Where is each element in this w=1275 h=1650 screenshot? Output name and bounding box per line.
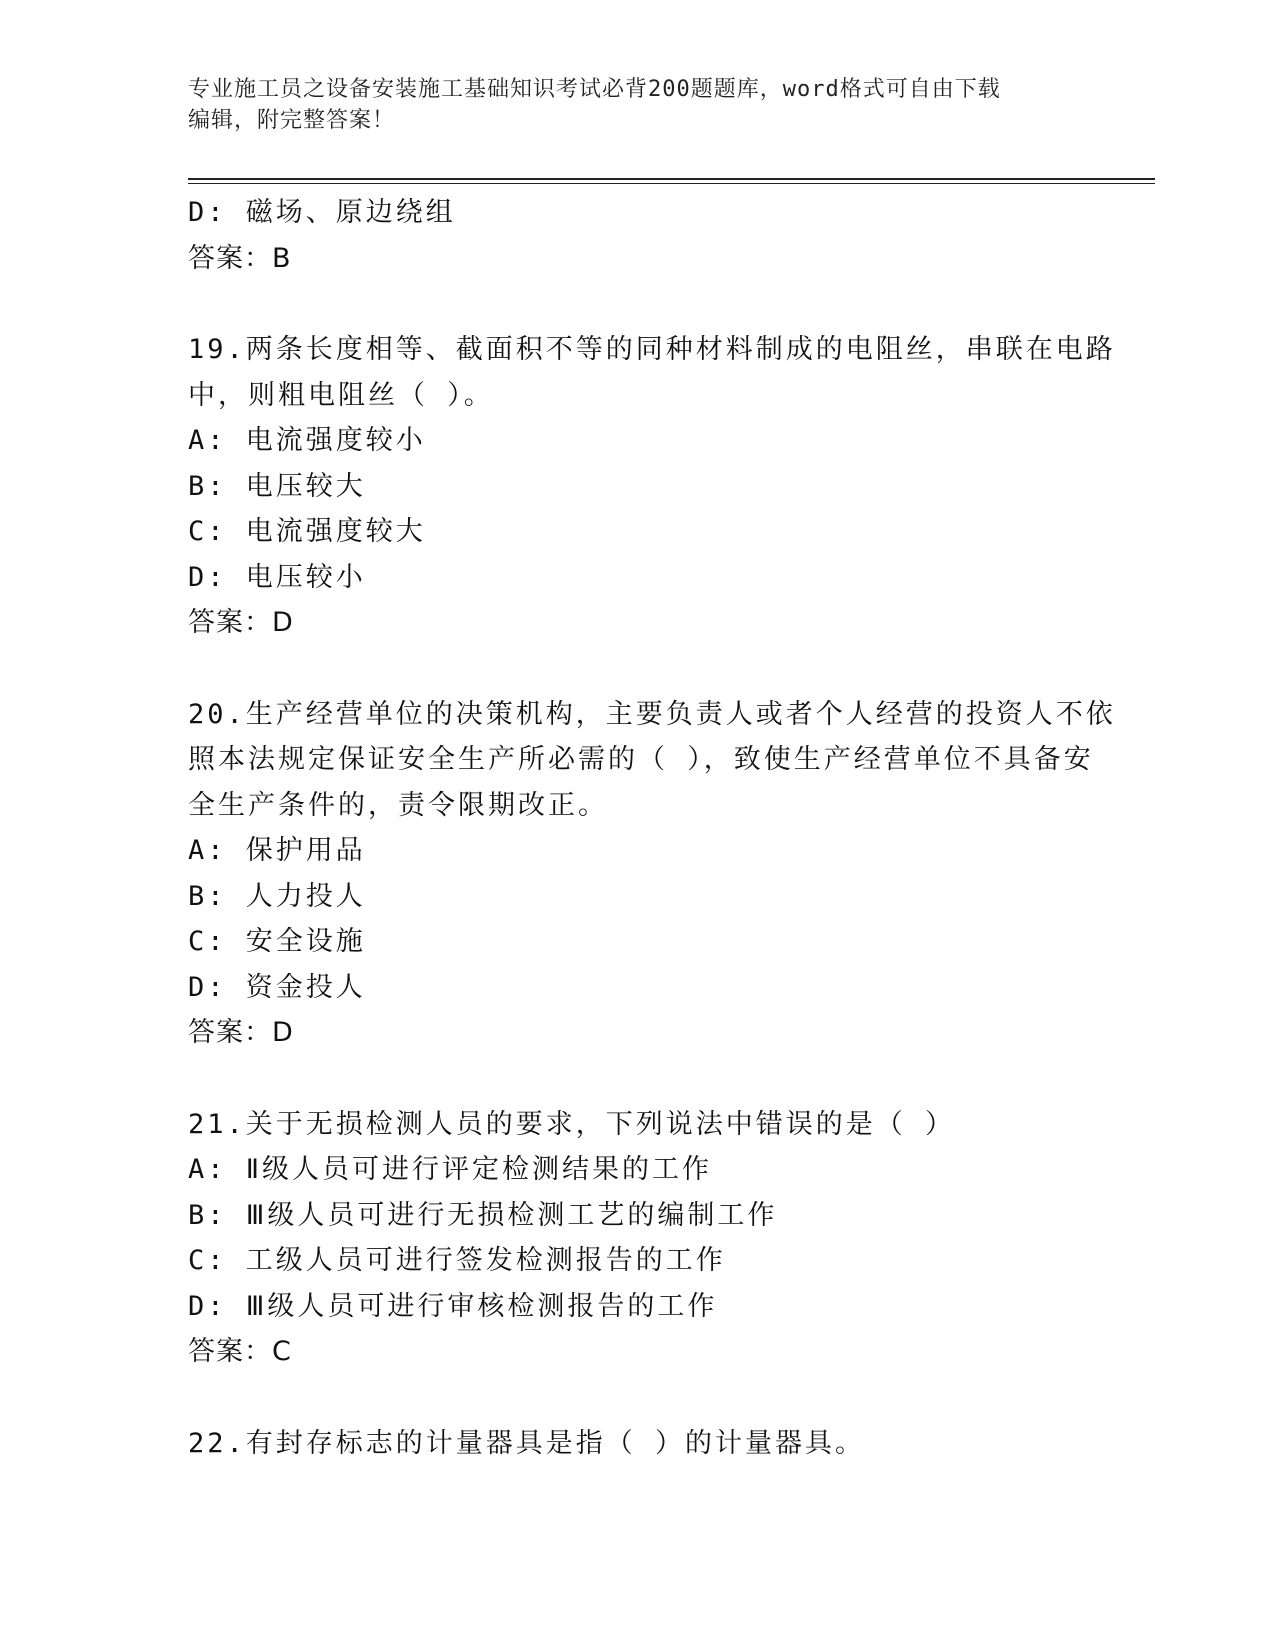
option-c: C: 工级人员可进行签发检测报告的工作 [188, 1245, 726, 1276]
option-d: D: 电压较小 [188, 561, 366, 593]
option-a: A: 保护用品 [188, 835, 366, 866]
option-d: D: Ⅲ级人员可进行审核检测报告的工作 [188, 1290, 718, 1322]
answer: 答案：C [188, 1336, 292, 1367]
header-title-line-2: 编辑，附完整答案！ [188, 108, 396, 133]
page-header [188, 74, 1088, 136]
answer: 答案：D [188, 1017, 294, 1048]
option-d: D: 磁场、原边绕组 [188, 197, 456, 228]
option-b: B: Ⅲ级人员可进行无损检测工艺的编制工作 [188, 1199, 778, 1231]
question-stem: 中，则粗电阻丝（ ）。 [188, 379, 494, 411]
option-a: A: Ⅱ级人员可进行评定检测结果的工作 [188, 1154, 713, 1185]
answer: 答案：B [188, 242, 292, 274]
question-stem: 20.生产经营单位的决策机构，主要负责人或者个人经营的投资人不依 [188, 698, 1116, 730]
question-21 [188, 1102, 1088, 1375]
question-stem: 22.有封存标志的计量器具是指（ ）的计量器具。 [188, 1427, 866, 1459]
header-title-line-1: 专业施工员之设备安装施工基础知识考试必背200题题库，word格式可自由下载 [188, 77, 1001, 102]
spacer [188, 281, 1088, 327]
spacer [188, 1056, 1088, 1102]
option-a: A: 电流强度较小 [188, 425, 426, 456]
question-19 [188, 327, 1116, 646]
question-content [188, 190, 1116, 1466]
option-c: C: 安全设施 [188, 926, 366, 957]
spacer [188, 1375, 1088, 1421]
question-stem: 21.关于无损检测人员的要求，下列说法中错误的是（ ） [188, 1108, 956, 1140]
question-20 [188, 692, 1116, 1056]
option-d: D: 资金投人 [188, 971, 366, 1003]
option-b: B: 电压较大 [188, 470, 366, 502]
option-b: B: 人力投人 [188, 880, 366, 912]
option-c: C: 电流强度较大 [188, 516, 426, 547]
question-stem: 照本法规定保证安全生产所必需的（ ），致使生产经营单位不具备安 [188, 744, 1094, 775]
question-stem: 全生产条件的，责令限期改正。 [188, 789, 608, 821]
header-divider-thin [188, 183, 1155, 184]
spacer [188, 646, 1088, 692]
answer: 答案：D [188, 607, 294, 638]
question-stem: 19.两条长度相等、截面积不等的同种材料制成的电阻丝，串联在电路 [188, 334, 1116, 365]
header-divider-thick [188, 178, 1155, 180]
question-22 [188, 1421, 1088, 1467]
